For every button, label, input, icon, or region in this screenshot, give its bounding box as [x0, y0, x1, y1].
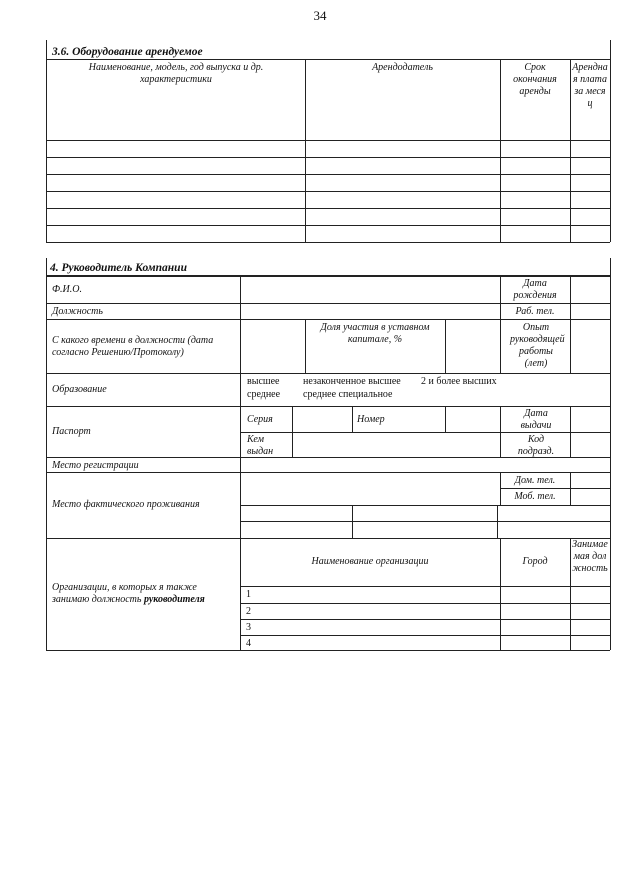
label-share: Доля участия в уставном капитале, % [320, 322, 430, 345]
col-header-org-name: Наименование организации [311, 556, 429, 567]
page-number: 34 [313, 8, 327, 23]
label-organizations: Организации, в которых я также занимаю должность руководителя [52, 582, 205, 605]
col-header-city: Город [522, 556, 548, 567]
label-mobile-phone: Моб. тел. [514, 491, 556, 502]
label-since: С какого времени в должности (дата согласно Решению/Протоколу) [52, 335, 214, 358]
section-head-title: 4. Руководитель Компании [50, 262, 187, 274]
label-education: Образование [52, 384, 107, 395]
col-header-rent: Арендная плата за месяц [572, 62, 608, 109]
label-experience: Опыт руководящей работы (лет) [510, 322, 565, 369]
label-issued-by: Кем выдан [247, 434, 274, 457]
label-work-phone: Раб. тел. [515, 306, 555, 317]
section-equipment-title: 3.6. Оборудование арендуемое [52, 46, 203, 58]
label-residence: Место фактического проживания [52, 499, 200, 510]
label-number: Номер [357, 414, 385, 425]
label-dept-code: Код подразд. [517, 434, 555, 457]
col-header-held-position: Занимаемая должность [572, 539, 608, 574]
edu-option-vocational[interactable]: среднее специальное [303, 389, 393, 400]
label-birth-date: Дата рождения [513, 278, 557, 301]
label-position: Должность [52, 306, 103, 317]
org-row-number: 2 [246, 606, 251, 617]
edu-option-secondary[interactable]: среднее [247, 389, 281, 400]
col-header-name: Наименование, модель, год выпуска и др. характеристики [88, 62, 264, 85]
edu-option-higher[interactable]: высшее [247, 376, 280, 387]
col-header-term: Срок окончания аренды [513, 62, 557, 97]
org-row-number: 1 [246, 589, 251, 600]
edu-option-incomplete[interactable]: незаконченное высшее [303, 376, 401, 387]
org-row-number: 3 [246, 622, 251, 633]
edu-option-two-higher[interactable]: 2 и более высших [421, 376, 497, 387]
label-issue-date: Дата выдачи [520, 408, 552, 431]
label-passport: Паспорт [52, 426, 91, 437]
label-fio: Ф.И.О. [52, 284, 82, 295]
org-row-number: 4 [246, 638, 251, 649]
label-registration: Место регистрации [52, 460, 139, 471]
label-home-phone: Дом. тел. [514, 475, 556, 486]
col-header-lessor: Арендодатель [372, 62, 433, 73]
label-series: Серия [247, 414, 273, 425]
